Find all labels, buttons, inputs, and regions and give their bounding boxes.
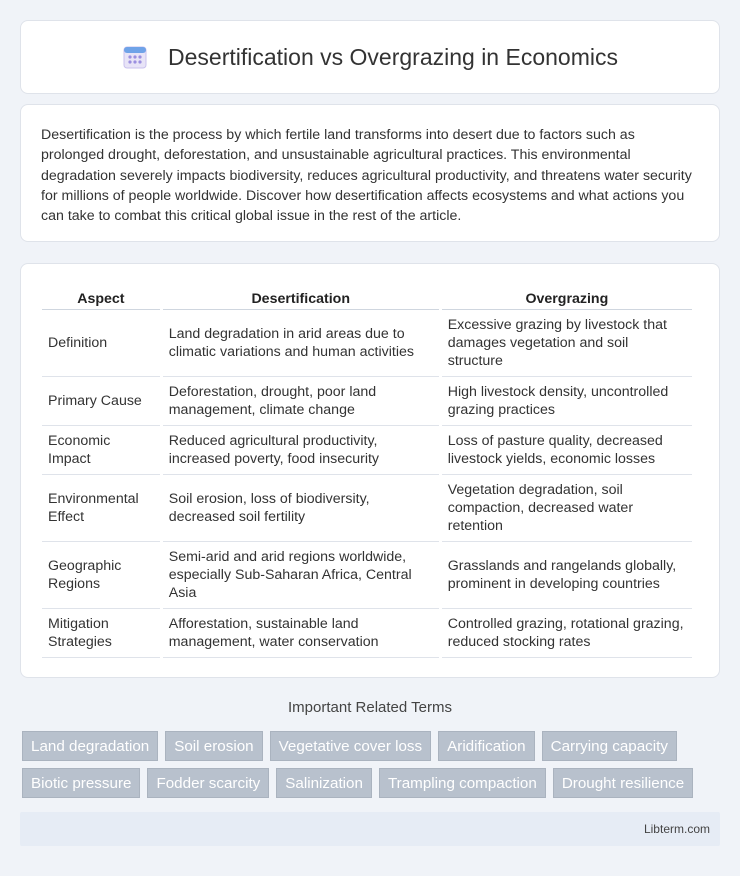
table-cell-overgrazing: Loss of pasture quality, decreased livestock yields, economic losses bbox=[442, 426, 692, 475]
calendar-grid-icon bbox=[122, 44, 148, 70]
column-header-aspect: Aspect bbox=[42, 284, 160, 310]
table-cell-overgrazing: Vegetation degradation, soil compaction, decreased water retention bbox=[442, 475, 692, 542]
table-row bbox=[42, 475, 692, 542]
table-cell-aspect: Mitigation Strategies bbox=[42, 609, 160, 658]
column-header-desertification: Desertification bbox=[163, 284, 439, 310]
comparison-card bbox=[20, 263, 720, 678]
footer-site-link[interactable]: Libterm.com bbox=[643, 822, 710, 836]
related-term-tag[interactable]: Aridification bbox=[438, 731, 535, 761]
table-cell-overgrazing: Grasslands and rangelands globally, prominent in developing countries bbox=[442, 542, 692, 609]
table-cell-overgrazing: High livestock density, uncontrolled grazing practices bbox=[442, 377, 692, 426]
comparison-table bbox=[39, 284, 695, 658]
related-term-tag[interactable]: Trampling compaction bbox=[379, 768, 546, 798]
header-card bbox=[20, 20, 720, 94]
related-term-tag[interactable]: Drought resilience bbox=[553, 768, 693, 798]
table-cell-desertification: Deforestation, drought, poor land management, climate change bbox=[163, 377, 439, 426]
table-cell-overgrazing: Excessive grazing by livestock that damages vegetation and soil structure bbox=[442, 310, 692, 377]
table-cell-aspect: Primary Cause bbox=[42, 377, 160, 426]
related-term-tag[interactable]: Carrying capacity bbox=[542, 731, 677, 761]
page-title: Desertification vs Overgrazing in Economics bbox=[168, 43, 618, 70]
table-cell-desertification: Semi-arid and arid regions worldwide, especially Sub-Saharan Africa, Central Asia bbox=[163, 542, 439, 609]
table-cell-aspect: Definition bbox=[42, 310, 160, 377]
table-cell-aspect: Environmental Effect bbox=[42, 475, 160, 542]
table-cell-desertification: Reduced agricultural productivity, increased poverty, food insecurity bbox=[163, 426, 439, 475]
intro-text: Desertification is the process by which fertile land transforms into desert due to factors such as prolonged drought, deforestation, and unsustainable agricultural practices. This environmental degradation severely impacts biodiversity, reduces agricultural productivity, and threatens water security for millions of people worldwide. Discover how desertification affects ecosystems and what actions you can take to combat this critical global issue in the rest of the article. bbox=[41, 127, 692, 225]
related-term-tag[interactable]: Biotic pressure bbox=[22, 768, 140, 798]
table-row bbox=[42, 426, 692, 475]
column-header-overgrazing: Overgrazing bbox=[442, 284, 692, 310]
table-cell-aspect: Geographic Regions bbox=[42, 542, 160, 609]
table-cell-desertification: Land degradation in arid areas due to climatic variations and human activities bbox=[163, 310, 439, 377]
table-row bbox=[42, 310, 692, 377]
related-term-tag[interactable]: Fodder scarcity bbox=[147, 768, 269, 798]
intro-card bbox=[20, 104, 720, 242]
related-term-tag[interactable]: Vegetative cover loss bbox=[270, 731, 432, 761]
table-cell-desertification: Afforestation, sustainable land management, water conservation bbox=[163, 609, 439, 658]
related-term-tag[interactable]: Soil erosion bbox=[165, 731, 262, 761]
related-term-tag[interactable]: Salinization bbox=[276, 768, 372, 798]
related-term-tag[interactable]: Land degradation bbox=[22, 731, 158, 761]
table-cell-desertification: Soil erosion, loss of biodiversity, decreased soil fertility bbox=[163, 475, 439, 542]
footer bbox=[20, 812, 720, 846]
table-header-row bbox=[42, 284, 692, 310]
related-terms-title: Important Related Terms bbox=[288, 699, 452, 716]
related-terms-list bbox=[22, 731, 722, 798]
table-cell-overgrazing: Controlled grazing, rotational grazing, reduced stocking rates bbox=[442, 609, 692, 658]
table-cell-aspect: Economic Impact bbox=[42, 426, 160, 475]
table-row bbox=[42, 609, 692, 658]
table-row bbox=[42, 542, 692, 609]
table-row bbox=[42, 377, 692, 426]
